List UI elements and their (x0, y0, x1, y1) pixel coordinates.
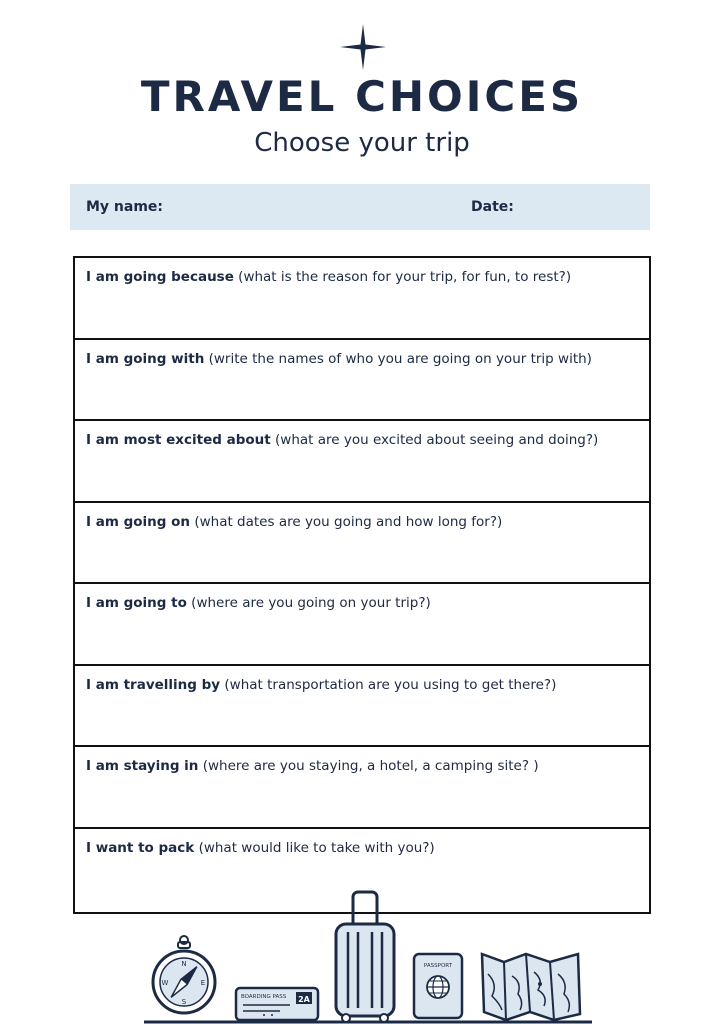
row-prompt: (where are you staying, a hotel, a camping site? ) (202, 758, 539, 774)
row-label: I am going with (86, 351, 205, 367)
row-label: I am travelling by (86, 677, 221, 693)
name-date-bar (70, 184, 650, 230)
row-prompt: (write the names of who you are going on your trip with) (208, 351, 592, 367)
row-prompt: (what would like to take with you?) (198, 840, 435, 856)
row-label: I am going to (86, 595, 187, 611)
passport-text: PASSPORT (423, 963, 453, 969)
boarding-pass-text: BOARDING PASS (241, 994, 287, 1000)
seat-number: 2A (298, 995, 310, 1004)
map-icon (482, 954, 580, 1020)
row-prompt: (what are you excited about seeing and doing?) (275, 432, 599, 448)
suitcase-icon (336, 892, 394, 1022)
row-prompt: (what dates are you going and how long for?) (194, 514, 503, 530)
row-going-with[interactable] (75, 340, 649, 421)
row-label: I am going because (86, 269, 234, 285)
sparkle-icon (340, 24, 386, 70)
row-prompt: (where are you going on your trip?) (191, 595, 431, 611)
boarding-pass-icon (236, 988, 318, 1020)
date-field-label: Date: (471, 199, 514, 215)
page-title: TRAVEL CHOICES (140, 72, 584, 121)
row-going-because[interactable] (75, 258, 649, 340)
compass-icon (153, 936, 215, 1013)
choices-table (73, 256, 651, 914)
row-going-to[interactable] (75, 584, 649, 666)
row-label: I am most excited about (86, 432, 271, 448)
row-label: I am staying in (86, 758, 199, 774)
name-field-label: My name: (86, 199, 164, 215)
row-going-on[interactable] (75, 503, 649, 584)
row-prompt: (what transportation are you using to get there?) (224, 677, 557, 693)
compass-letter-e: E (200, 979, 206, 987)
row-most-excited[interactable] (75, 421, 649, 503)
row-label: I want to pack (86, 840, 195, 856)
page-subtitle: Choose your trip (254, 128, 470, 158)
row-prompt: (what is the reason for your trip, for fun, to rest?) (238, 269, 572, 285)
row-label: I am going on (86, 514, 191, 530)
row-staying-in[interactable] (75, 747, 649, 829)
row-travelling-by[interactable] (75, 666, 649, 747)
travel-illustration (140, 884, 600, 1024)
compass-letter-n: N (181, 960, 187, 968)
passport-icon (414, 954, 462, 1018)
compass-letter-w: W (161, 979, 169, 987)
compass-letter-s: S (181, 998, 187, 1006)
